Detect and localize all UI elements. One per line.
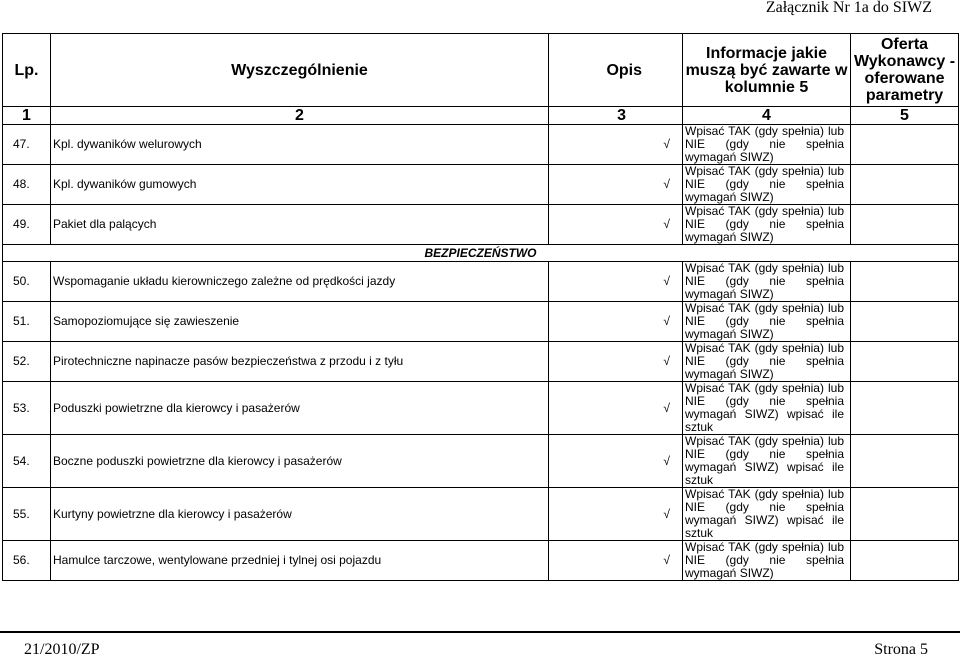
row-info: Wpisać TAK (gdy spełnia) lub NIE (gdy nie spełnia wymagań SIWZ) — [683, 541, 851, 581]
footer-divider — [0, 631, 960, 633]
offer-cell[interactable] — [851, 302, 959, 342]
row-info: Wpisać TAK (gdy spełnia) lub NIE (gdy nie spełnia wymagań SIWZ) wpisać ile sztuk — [683, 435, 851, 488]
header-desc: Opis — [549, 34, 683, 107]
row-lp: 50. — [3, 262, 51, 302]
offer-cell[interactable] — [851, 125, 959, 165]
table-row — [3, 125, 959, 165]
check-mark: √ — [549, 262, 683, 302]
offer-cell[interactable] — [851, 382, 959, 435]
table-row — [3, 165, 959, 205]
row-info: Wpisać TAK (gdy spełnia) lub NIE (gdy nie spełnia wymagań SIWZ) — [683, 165, 851, 205]
offer-cell[interactable] — [851, 342, 959, 382]
specification-table — [2, 33, 959, 581]
table-row — [3, 435, 959, 488]
row-info: Wpisać TAK (gdy spełnia) lub NIE (gdy nie spełnia wymagań SIWZ) — [683, 262, 851, 302]
row-name: Kurtyny powietrzne dla kierowcy i pasażerów — [51, 488, 549, 541]
offer-cell[interactable] — [851, 262, 959, 302]
table-row — [3, 205, 959, 245]
section-row — [3, 245, 959, 262]
row-info: Wpisać TAK (gdy spełnia) lub NIE (gdy nie spełnia wymagań SIWZ) — [683, 342, 851, 382]
check-mark: √ — [549, 435, 683, 488]
col-num-1: 1 — [3, 107, 51, 125]
row-lp: 53. — [3, 382, 51, 435]
row-lp: 56. — [3, 541, 51, 581]
offer-cell[interactable] — [851, 205, 959, 245]
header-row — [3, 34, 959, 107]
table-row — [3, 342, 959, 382]
table-row — [3, 541, 959, 581]
table-row — [3, 302, 959, 342]
row-lp: 47. — [3, 125, 51, 165]
check-mark: √ — [549, 488, 683, 541]
section-title: BEZPIECZEŃSTWO — [3, 245, 959, 262]
check-mark: √ — [549, 302, 683, 342]
row-info: Wpisać TAK (gdy spełnia) lub NIE (gdy nie spełnia wymagań SIWZ) — [683, 302, 851, 342]
row-name: Pakiet dla palących — [51, 205, 549, 245]
row-lp: 48. — [3, 165, 51, 205]
col-num-4: 4 — [683, 107, 851, 125]
row-lp: 52. — [3, 342, 51, 382]
row-lp: 51. — [3, 302, 51, 342]
header-offer: Oferta Wykonawcy - oferowane parametry — [851, 34, 959, 107]
header-lp: Lp. — [3, 34, 51, 107]
check-mark: √ — [549, 342, 683, 382]
row-lp: 55. — [3, 488, 51, 541]
table-row — [3, 382, 959, 435]
row-info: Wpisać TAK (gdy spełnia) lub NIE (gdy nie spełnia wymagań SIWZ) wpisać ile sztuk — [683, 382, 851, 435]
check-mark: √ — [549, 165, 683, 205]
page-number: Strona 5 — [874, 641, 928, 658]
check-mark: √ — [549, 541, 683, 581]
row-name: Kpl. dywaników gumowych — [51, 165, 549, 205]
row-name: Hamulce tarczowe, wentylowane przedniej i tylnej osi pojazdu — [51, 541, 549, 581]
check-mark: √ — [549, 382, 683, 435]
row-info: Wpisać TAK (gdy spełnia) lub NIE (gdy nie spełnia wymagań SIWZ) — [683, 125, 851, 165]
col-num-2: 2 — [51, 107, 549, 125]
table-row — [3, 488, 959, 541]
table-row — [3, 262, 959, 302]
check-mark: √ — [549, 205, 683, 245]
attachment-label: Załącznik Nr 1a do SIWZ — [765, 0, 932, 16]
offer-cell[interactable] — [851, 541, 959, 581]
row-info: Wpisać TAK (gdy spełnia) lub NIE (gdy nie spełnia wymagań SIWZ) — [683, 205, 851, 245]
document-number: 21/2010/ZP — [24, 641, 100, 658]
col-num-3: 3 — [549, 107, 683, 125]
offer-cell[interactable] — [851, 165, 959, 205]
row-name: Samopoziomujące się zawieszenie — [51, 302, 549, 342]
col-num-5: 5 — [851, 107, 959, 125]
check-mark: √ — [549, 125, 683, 165]
row-lp: 54. — [3, 435, 51, 488]
row-lp: 49. — [3, 205, 51, 245]
offer-cell[interactable] — [851, 435, 959, 488]
column-number-row — [3, 107, 959, 125]
row-name: Kpl. dywaników welurowych — [51, 125, 549, 165]
header-item: Wyszczególnienie — [51, 34, 549, 107]
row-info: Wpisać TAK (gdy spełnia) lub NIE (gdy nie spełnia wymagań SIWZ) wpisać ile sztuk — [683, 488, 851, 541]
row-name: Poduszki powietrzne dla kierowcy i pasażerów — [51, 382, 549, 435]
header-info: Informacje jakie muszą być zawarte w kolumnie 5 — [683, 34, 851, 107]
row-name: Pirotechniczne napinacze pasów bezpieczeństwa z przodu i z tyłu — [51, 342, 549, 382]
row-name: Boczne poduszki powietrzne dla kierowcy i pasażerów — [51, 435, 549, 488]
offer-cell[interactable] — [851, 488, 959, 541]
row-name: Wspomaganie układu kierowniczego zależne od prędkości jazdy — [51, 262, 549, 302]
